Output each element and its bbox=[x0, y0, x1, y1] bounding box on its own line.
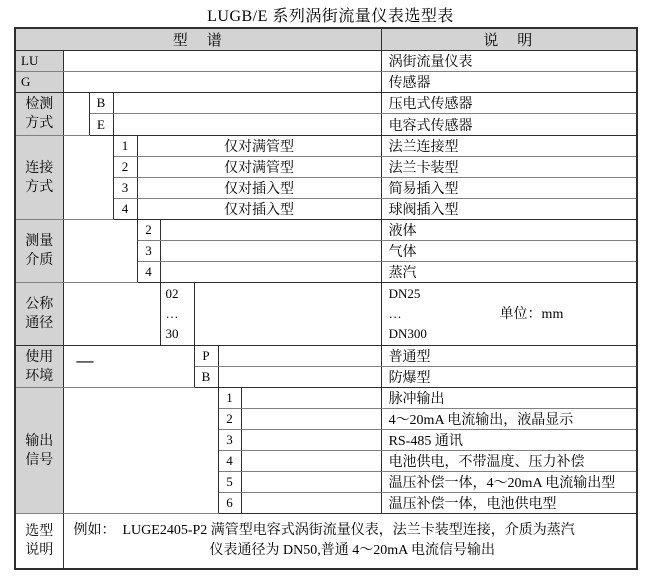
code-cell: 3 bbox=[218, 430, 241, 451]
filler-cell bbox=[160, 220, 381, 241]
code-cell: P bbox=[194, 346, 218, 367]
code-cell: 3 bbox=[137, 241, 160, 262]
code-cell-lu: LU bbox=[15, 51, 63, 72]
unit-note: 单位：mm bbox=[499, 307, 564, 322]
filler-cell bbox=[241, 493, 381, 514]
code-cell: 4 bbox=[113, 199, 137, 220]
filler-cell bbox=[113, 93, 381, 114]
desc-cell: 4～20mA 电流输出，液晶显示 bbox=[381, 409, 637, 430]
header-spectrum: 型 谱 bbox=[15, 28, 381, 51]
code-cell: 4 bbox=[137, 262, 160, 283]
desc-cell: 防爆型 bbox=[381, 367, 637, 388]
row-environment-p bbox=[15, 346, 637, 367]
filler-cell bbox=[160, 241, 381, 262]
desc-cell: 法兰连接型 bbox=[381, 136, 637, 157]
desc-cell: 蒸汽 bbox=[381, 262, 637, 283]
section-label-output: 输出信号 bbox=[15, 388, 63, 514]
section-label-medium: 测量介质 bbox=[15, 220, 63, 283]
filler-cell bbox=[63, 136, 113, 220]
diameter-desc: DN25 bbox=[388, 286, 421, 301]
row-diameter bbox=[15, 283, 637, 346]
note-line-1: 例如： LUGE2405-P2 满管型电容式涡街流量仪表，法兰卡装型连接，介质为蒸汽 bbox=[73, 522, 575, 538]
filler-cell bbox=[241, 451, 381, 472]
desc-cell: 电池供电，不带温度、压力补偿 bbox=[381, 451, 637, 472]
page-title: LUGB/E 系列涡街流量仪表选型表 bbox=[207, 8, 454, 25]
desc-cell-g: 传感器 bbox=[381, 72, 637, 93]
model-selection-table bbox=[14, 27, 638, 570]
code-cell: 6 bbox=[218, 493, 241, 514]
filler-cell bbox=[113, 114, 381, 136]
diameter-code: 02 bbox=[165, 286, 179, 301]
dash-cell: — bbox=[63, 346, 194, 388]
desc-cell: 法兰卡装型 bbox=[381, 157, 637, 178]
diameter-desc-cell bbox=[381, 283, 637, 346]
filler-cell bbox=[218, 346, 381, 367]
code-cell: 2 bbox=[137, 220, 160, 241]
row-detection-e bbox=[15, 114, 637, 136]
note-line-2: 仪表通径为 DN50,普通 4～20mA 电流信号输出 bbox=[209, 542, 495, 558]
desc-cell: 简易插入型 bbox=[381, 178, 637, 199]
code-cell: B bbox=[194, 367, 218, 388]
row-output-1 bbox=[15, 388, 637, 409]
section-label-diameter: 公称通径 bbox=[15, 283, 63, 346]
diameter-code: 30 bbox=[165, 326, 179, 341]
section-label-note: 选型说明 bbox=[15, 514, 63, 569]
filler-cell bbox=[241, 472, 381, 493]
row-lu bbox=[15, 51, 637, 72]
note-cell: 仅对满管型 bbox=[137, 157, 381, 178]
filler-cell bbox=[63, 388, 218, 514]
desc-cell: RS-485 通讯 bbox=[381, 430, 637, 451]
code-cell: 1 bbox=[218, 388, 241, 409]
filler-cell bbox=[241, 409, 381, 430]
desc-cell: 压电式传感器 bbox=[381, 93, 637, 114]
filler-cell bbox=[241, 388, 381, 409]
section-label-environment: 使用环境 bbox=[15, 346, 63, 388]
row-note bbox=[15, 514, 637, 569]
desc-cell: 球阀插入型 bbox=[381, 199, 637, 220]
code-cell: 5 bbox=[218, 472, 241, 493]
code-cell: E bbox=[89, 114, 113, 136]
desc-cell: 温压补偿一体，4～20mA 电流输出型 bbox=[381, 472, 637, 493]
section-label-connection: 连接方式 bbox=[15, 136, 63, 220]
diameter-code: … bbox=[165, 306, 179, 321]
row-medium-2 bbox=[15, 220, 637, 241]
diameter-desc: … bbox=[388, 306, 402, 321]
filler-cell bbox=[241, 430, 381, 451]
filler-cell bbox=[63, 93, 89, 136]
desc-cell: 普通型 bbox=[381, 346, 637, 367]
desc-cell: 温压补偿一体，电池供电型 bbox=[381, 493, 637, 514]
row-detection-b bbox=[15, 93, 637, 114]
code-cell: 4 bbox=[218, 451, 241, 472]
filler-cell bbox=[63, 220, 137, 283]
row-connection-1 bbox=[15, 136, 637, 157]
code-cell: 1 bbox=[113, 136, 137, 157]
note-cell: 仅对插入型 bbox=[137, 199, 381, 220]
diameter-codes-cell bbox=[160, 283, 194, 346]
note-cell: 仅对插入型 bbox=[137, 178, 381, 199]
row-g bbox=[15, 72, 637, 93]
code-cell: 2 bbox=[218, 409, 241, 430]
filler-cell bbox=[63, 72, 381, 93]
code-cell: B bbox=[89, 93, 113, 114]
desc-cell-lu: 涡街流量仪表 bbox=[381, 51, 637, 72]
note-text-cell bbox=[63, 514, 637, 569]
header-description: 说 明 bbox=[381, 28, 637, 51]
header-row bbox=[15, 28, 637, 51]
diameter-desc: DN300 bbox=[388, 326, 427, 341]
code-cell: 3 bbox=[113, 178, 137, 199]
desc-cell: 脉冲输出 bbox=[381, 388, 637, 409]
code-cell: 2 bbox=[113, 157, 137, 178]
code-cell-g: G bbox=[15, 72, 63, 93]
filler-cell bbox=[63, 51, 381, 72]
filler-cell bbox=[218, 367, 381, 388]
note-cell: 仅对满管型 bbox=[137, 136, 381, 157]
desc-cell: 液体 bbox=[381, 220, 637, 241]
desc-cell: 电容式传感器 bbox=[381, 114, 637, 136]
section-label-detection: 检测方式 bbox=[15, 93, 63, 136]
filler-cell bbox=[63, 283, 160, 346]
desc-cell: 气体 bbox=[381, 241, 637, 262]
filler-cell bbox=[194, 283, 381, 346]
filler-cell bbox=[160, 262, 381, 283]
